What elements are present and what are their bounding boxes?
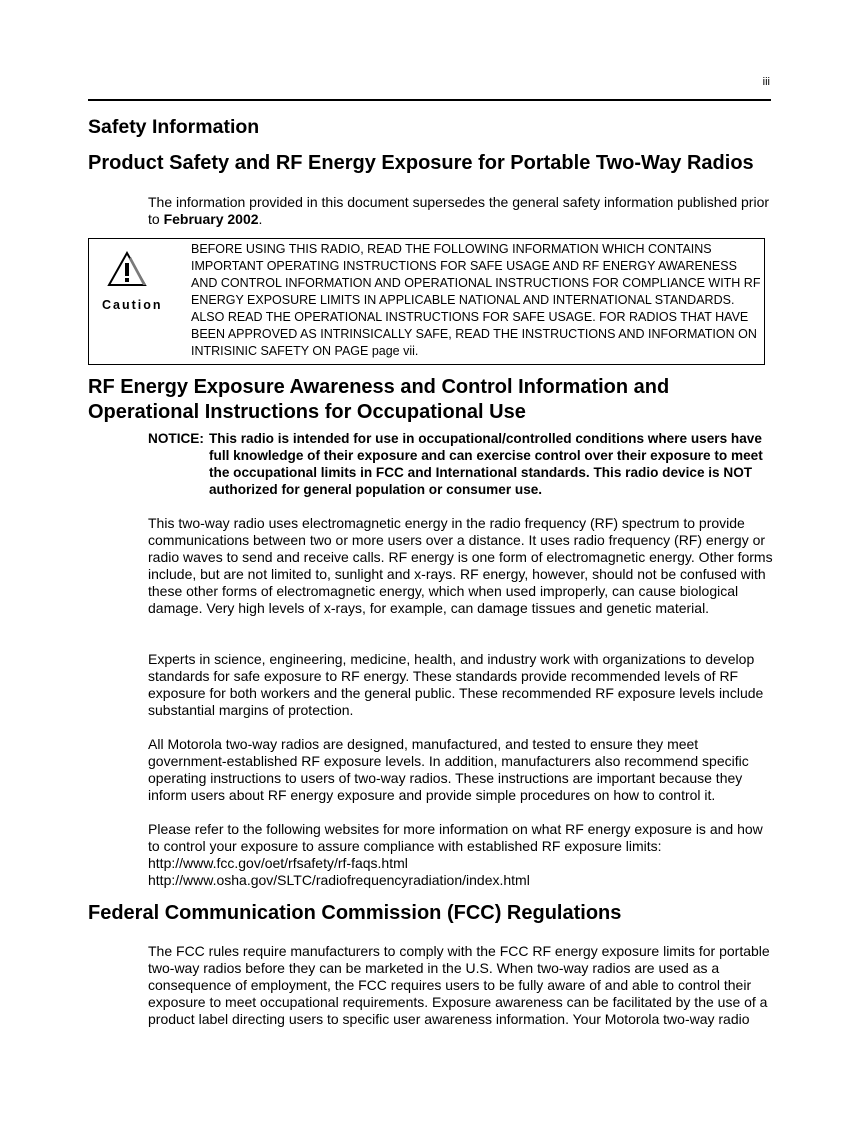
product-safety-heading: Product Safety and RF Energy Exposure for Portable Two-Way Radios — [88, 152, 754, 174]
notice-label: NOTICE: — [148, 431, 204, 446]
notice-block — [148, 430, 773, 498]
intro-paragraph — [148, 194, 778, 228]
experts-paragraph: Experts in science, engineering, medicine, health, and industry work with organizations to develop standards for safe exposure to RF energy. These standards provide recommended levels of RF exposure for both workers and the general public. These recommended RF exposure levels include substantial margins of protection. — [148, 651, 764, 718]
intro-period: . — [258, 211, 263, 227]
notice-text: This radio is intended for use in occupational/controlled conditions where users have full knowledge of their exposure and can exercise control over their exposure to meet the occupational limits in FCC and International standards. This radio device is NOT authorized for general population or consumer use. — [209, 431, 763, 497]
fcc-paragraph: The FCC rules require manufacturers to comply with the FCC RF energy exposure limits for portable two-way radios before they can be marketed in the U.S. When two-way radios are used as a consequence of employment, the FCC requires users to be fully aware of and able to control their exposure to meet occupational requirements. Exposure awareness can be facilitated by the use of a product label directing users to specific user awareness information. Your Motorola two-way radio — [148, 943, 770, 1027]
intro-text: The information provided in this document supersedes the general safety information published prior to — [148, 194, 770, 227]
fcc-regulations-heading: Federal Communication Commission (FCC) Regulations — [88, 902, 622, 924]
rf-exposure-heading: RF Energy Exposure Awareness and Control Information and Operational Instructions for Occupational Use — [88, 376, 670, 423]
osha-link[interactable]: http://www.osha.gov/SLTC/radiofrequencyradiation/index.html — [148, 872, 530, 888]
two-way-radio-paragraph: This two-way radio uses electromagnetic energy in the radio frequency (RF) spectrum to provide communications between two or more users over a distance. It uses radio frequency (RF) energy or radio waves to send and receive calls. RF energy is one form of electromagnetic energy. Other forms include, but are not limited to, sunlight and x-rays. RF energy, however, should not be confused with these other forms of electromagnetic energy, which when used improperly, can cause biological damage. Very high levels of x-rays, for example, can damage tissues and genetic material. — [148, 515, 773, 616]
intro-date: February 2002 — [163, 211, 259, 227]
page-number: iii — [762, 76, 770, 88]
caution-triangle-icon — [107, 251, 147, 287]
fcc-link[interactable]: http://www.fcc.gov/oet/rfsafety/rf-faqs.html — [148, 855, 408, 871]
header-rule — [88, 99, 771, 101]
websites-paragraph — [148, 821, 778, 889]
motorola-paragraph: All Motorola two-way radios are designed, manufactured, and tested to ensure they meet government-established RF exposure levels. In addition, manufacturers also recommend specific operating instructions to users of two-way radios. These instructions are important because they inform users about RF energy exposure and provide simple procedures on how to control it. — [148, 736, 749, 803]
websites-intro-text: Please refer to the following websites for more information on what RF energy exposure is and how to control your exposure to assure compliance with established RF exposure limits: — [148, 821, 763, 854]
caution-box — [88, 238, 765, 365]
safety-information-heading: Safety Information — [88, 116, 260, 138]
caution-text: BEFORE USING THIS RADIO, READ THE FOLLOWING INFORMATION WHICH CONTAINS IMPORTANT OPERATING INSTRUCTIONS FOR SAFE USAGE AND RF ENERGY AWARENESS AND CONTROL INFORMATION AND OPERATIONAL INSTRUCTIONS FOR COMPLIANCE WITH RF ENERGY EXPOSURE LIMITS IN APPLICABLE NATIONAL AND INTERNATIONAL STANDARDS. ALSO READ THE OPERATIONAL INSTRUCTIONS FOR SAFE USAGE. FOR RADIOS THAT HAVE BEEN APPROVED AS INTRINSICALLY SAFE, READ THE INSTRUCTIONS AND INFORMATION ON INTRISINIC SAFETY ON PAGE page vii. — [191, 242, 761, 358]
caution-label: Caution — [102, 298, 163, 312]
